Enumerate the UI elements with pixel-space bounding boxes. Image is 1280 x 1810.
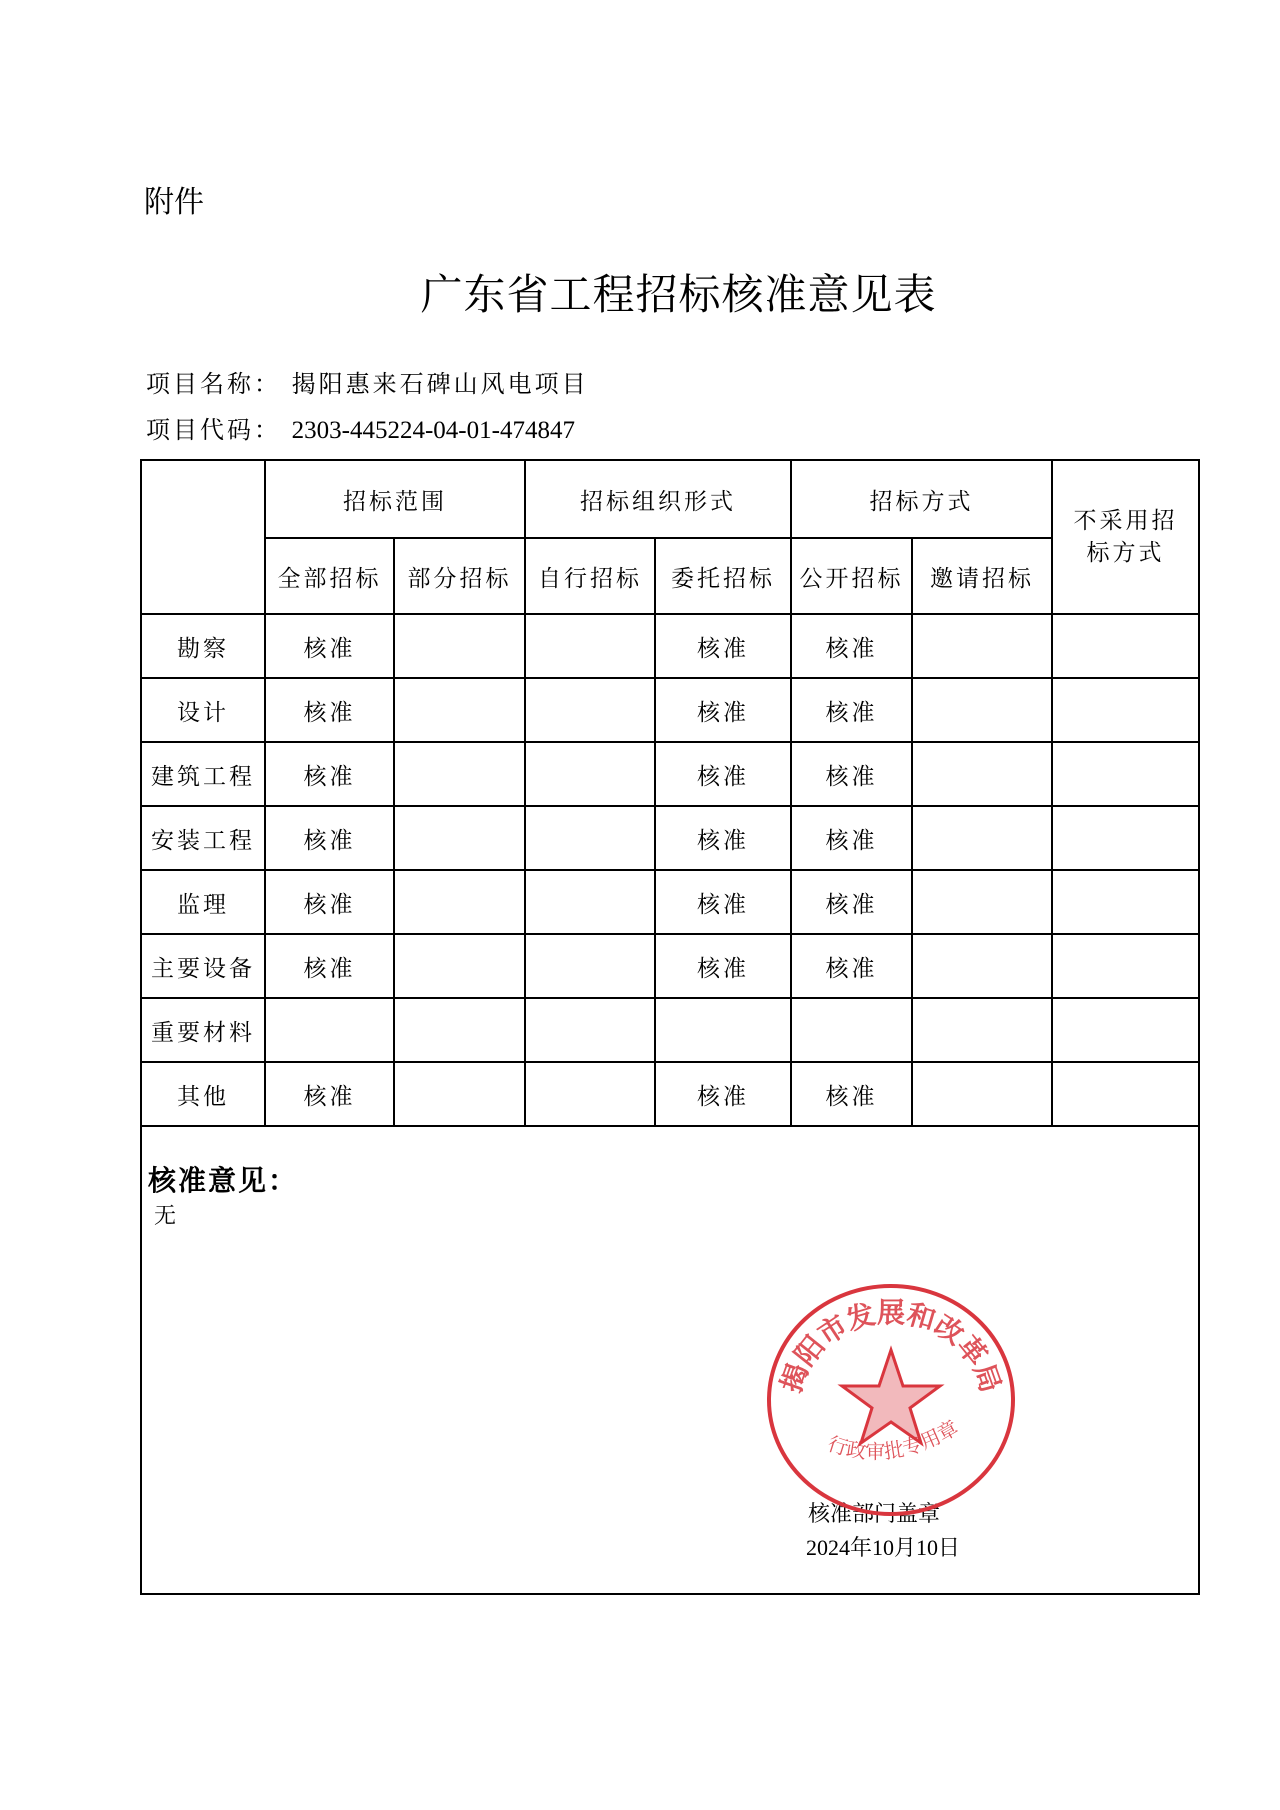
sub-header: 委托招标	[655, 538, 791, 614]
table-cell	[912, 806, 1052, 870]
table-cell	[394, 742, 525, 806]
table-cell	[912, 742, 1052, 806]
table-cell	[1052, 806, 1199, 870]
approval-table	[140, 459, 1200, 1595]
table-row	[141, 614, 1199, 678]
approval-date: 2024年10月10日	[806, 1535, 961, 1560]
table-cell	[912, 998, 1052, 1062]
row-label: 监理	[141, 870, 265, 934]
table-cell	[394, 934, 525, 998]
project-code-line	[146, 410, 575, 445]
project-code-value: 2303-445224-04-01-474847	[291, 417, 575, 444]
row-label: 勘察	[141, 614, 265, 678]
table-cell: 核准	[655, 678, 791, 742]
table-cell: 核准	[265, 614, 394, 678]
no-bid-header: 不采用招标方式	[1052, 460, 1199, 614]
sub-header: 自行招标	[525, 538, 655, 614]
table-cell	[525, 806, 655, 870]
table-cell: 核准	[265, 742, 394, 806]
table-row	[141, 678, 1199, 742]
table-cell	[394, 870, 525, 934]
sub-header: 邀请招标	[912, 538, 1052, 614]
table-cell: 核准	[265, 934, 394, 998]
row-label: 其他	[141, 1062, 265, 1126]
table-body	[141, 614, 1199, 1126]
sub-header: 部分招标	[394, 538, 525, 614]
table-cell	[1052, 998, 1199, 1062]
sub-header: 全部招标	[265, 538, 394, 614]
table-cell: 核准	[791, 678, 912, 742]
table-cell	[1052, 870, 1199, 934]
seal-text-bottom-path: 行政审批专用章	[824, 1415, 963, 1464]
table-cell: 核准	[265, 1062, 394, 1126]
table-cell: 核准	[265, 870, 394, 934]
group-header: 招标组织形式	[525, 460, 791, 538]
table-cell	[525, 870, 655, 934]
table-cell	[1052, 678, 1199, 742]
table-cell: 核准	[655, 614, 791, 678]
project-code-label: 项目代码：	[146, 416, 281, 444]
row-label: 安装工程	[141, 806, 265, 870]
table-cell	[525, 614, 655, 678]
sub-header: 公开招标	[791, 538, 912, 614]
table-row	[141, 998, 1199, 1062]
table-cell: 核准	[265, 678, 394, 742]
row-label: 设计	[141, 678, 265, 742]
table-cell	[912, 1062, 1052, 1126]
table-cell: 核准	[791, 934, 912, 998]
opinion-cell	[141, 1126, 1199, 1594]
table-cell	[525, 1062, 655, 1126]
row-label: 建筑工程	[141, 742, 265, 806]
dept-stamp-label: 核准部门盖章	[808, 1502, 941, 1527]
page-title: 广东省工程招标核准意见表	[420, 270, 937, 319]
table-cell	[912, 614, 1052, 678]
table-cell	[265, 998, 394, 1062]
table-cell: 核准	[265, 806, 394, 870]
table-row	[141, 806, 1199, 870]
project-name-value: 揭阳惠来石碑山风电项目	[291, 370, 589, 398]
table-row	[141, 742, 1199, 806]
group-header: 招标范围	[265, 460, 525, 538]
table-cell	[1052, 614, 1199, 678]
table-cell: 核准	[655, 870, 791, 934]
group-header: 招标方式	[791, 460, 1052, 538]
opinion-label: 核准意见：	[148, 1164, 299, 1197]
table-cell	[912, 678, 1052, 742]
attachment-label: 附件	[144, 185, 204, 220]
seal-text-top-path: 揭阳市发展和改革局	[774, 1296, 1008, 1397]
table-cell	[394, 678, 525, 742]
project-name-line	[146, 364, 589, 399]
header-row-2	[141, 538, 1199, 614]
table-cell: 核准	[791, 742, 912, 806]
opinion-text: 无	[154, 1204, 177, 1229]
table-cell	[1052, 934, 1199, 998]
table-cell	[525, 678, 655, 742]
table-cell	[394, 998, 525, 1062]
table-cell	[525, 998, 655, 1062]
table-cell	[1052, 742, 1199, 806]
opinion-row	[141, 1126, 1199, 1594]
project-name-label: 项目名称：	[146, 370, 281, 398]
table-cell	[394, 1062, 525, 1126]
table-row	[141, 1062, 1199, 1126]
table-cell	[1052, 1062, 1199, 1126]
table-cell	[525, 934, 655, 998]
row-label: 主要设备	[141, 934, 265, 998]
table-cell	[394, 806, 525, 870]
table-cell: 核准	[655, 1062, 791, 1126]
table-cell: 核准	[791, 1062, 912, 1126]
table-cell: 核准	[655, 934, 791, 998]
table-cell: 核准	[655, 742, 791, 806]
table-cell	[525, 742, 655, 806]
table-cell	[912, 870, 1052, 934]
table-cell	[791, 998, 912, 1062]
table-cell: 核准	[791, 806, 912, 870]
table-cell	[912, 934, 1052, 998]
table-row	[141, 870, 1199, 934]
table-row	[141, 934, 1199, 998]
row-label: 重要材料	[141, 998, 265, 1062]
corner-cell	[141, 460, 265, 614]
table-cell	[655, 998, 791, 1062]
table-cell: 核准	[655, 806, 791, 870]
table-cell: 核准	[791, 614, 912, 678]
table-cell	[394, 614, 525, 678]
header-row-1	[141, 460, 1199, 538]
table-cell: 核准	[791, 870, 912, 934]
